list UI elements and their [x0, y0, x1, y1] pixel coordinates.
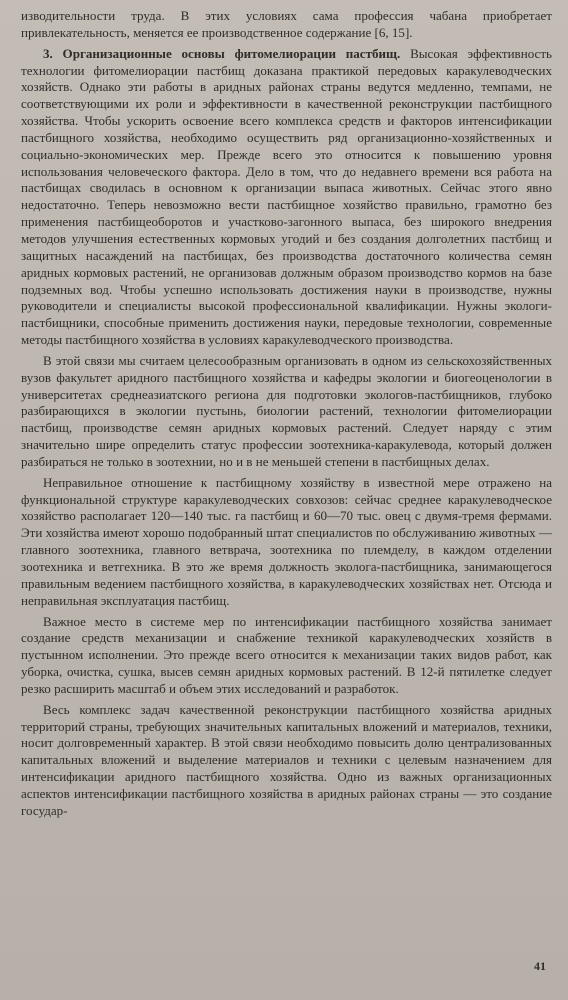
- page-number: 41: [534, 959, 546, 973]
- paragraph: В этой связи мы считаем целесообразным организовать в одном из сельскохозяйственных вузов факультет аридного пастбищного хозяйства и кафедры экологии и биогеоценологии в университетах среднеазиатского региона для подготовки экологов-пастбищников, глубоко разбирающихся в экологии пустынь, биологии растений, технологии фитомелиорации пастбищ, производстве семян аридных кормовых растений. Следует наряду с этим значительно шире определить статус профессии зоотехника-каракулевода, который должен разбираться не только в зоотехнии, но и в не меньшей степени в пастбищных делах.: [21, 352, 552, 469]
- body-text: [21, 8, 552, 820]
- paragraph-section-3: [21, 46, 552, 349]
- paragraph: Важное место в системе мер по интенсификации пастбищного хозяйства занимает создание средств механизации и снабжение техникой каракулеводческих хозяйств в пустынном исполнении. Это прежде всего относится к механизации таких видов работ, как уборка, очистка, сушка, высев семян аридных кормовых растений. В 12-й пятилетке следует резко расширить масштаб и объем этих исследований и разработок.: [21, 613, 552, 696]
- paragraph-continuation: изводительности труда. В этих условиях сама профессия чабана приобретает привлекательность, меняется ее производственное содержание [6, 15].: [21, 8, 552, 40]
- paragraph: Неправильное отношение к пастбищному хозяйству в известной мере отражено на функциональной структуре каракулеводческих совхозов: сейчас среднее каракулеводческое хозяйство располагает 120—140 тыс. га пастбищ и 60—70 тыс. овец с двумя-тремя фермами. Эти хозяйства имеют хорошо подобранный штат специалистов по обслуживанию животных — главного зоотехника, главного ветврача, зоотехника по племделу, в каждом отделении зоотехника и ветгехника. В это же время должность эколога-пастбищника, занимающегося правильным ведением пастбищного хозяйства, в каракулеводческих хозяйствах нет. Отсюда и неправильная эксплуатация пастбищ.: [21, 474, 552, 608]
- paragraph-body: Высокая эффективность технологии фитомелиорации пастбищ доказана практикой передовых каракулеводческих хозяйств. Однако эти работы в аридных районах страны ведутся медленно, темпами, не соответствующими их роли и эффективности в качественной реконструкции пастбищного хозяйства. Чтобы ускорить освоение всего комплекса средств и факторов интенсификации пастбищного хозяйства, необходимо осуществить ряд организационно-хозяйственных и социально-экономических мер. Прежде всего это относится к повышению уровня использования человеческого фактора. Дело в том, что до недавнего времени вся работа на пастбищах сводилась в основном к организации выпаса животных. Сейчас этого явно недостаточно. Теперь невозможно вести пастбищное хозяйство правильно, грамотно без применения пастбищеоборотов и участково-загонного выпаса, без широкого внедрения методов улучшения естественных кормовых угодий и без создания долголетних пастбищ и защитных насаждений на пастбищах, без производства достаточного количества семян аридных кормовых растений, не организовав должным образом производство кормов на базе подземных вод. Чтобы успешно использовать достижения науки в производстве, нужны руководители и специалисты высокой профессиональной квалификации. Нужны экологи-пастбищники, способные применить достижения науки, передовые технологии, современные методы пастбищного хозяйства в условиях каракулеводческого производства.: [21, 45, 552, 348]
- section-heading: 3. Организационные основы фитомелиорации пастбищ.: [43, 45, 401, 61]
- paragraph: Весь комплекс задач качественной реконструкции пастбищного хозяйства аридных территорий страны, требующих значительных капитальных вложений и материалов, техники, носит долговременный характер. В этой связи необходимо повысить долю централизованных капитальных вложений и выделение материалов и техники с целевым назначением для интенсификации аридного пастбищного хозяйства. Одно из важных организационных аспектов интенсификации пастбищного хозяйства в аридных районах страны — это создание государ-: [21, 701, 552, 818]
